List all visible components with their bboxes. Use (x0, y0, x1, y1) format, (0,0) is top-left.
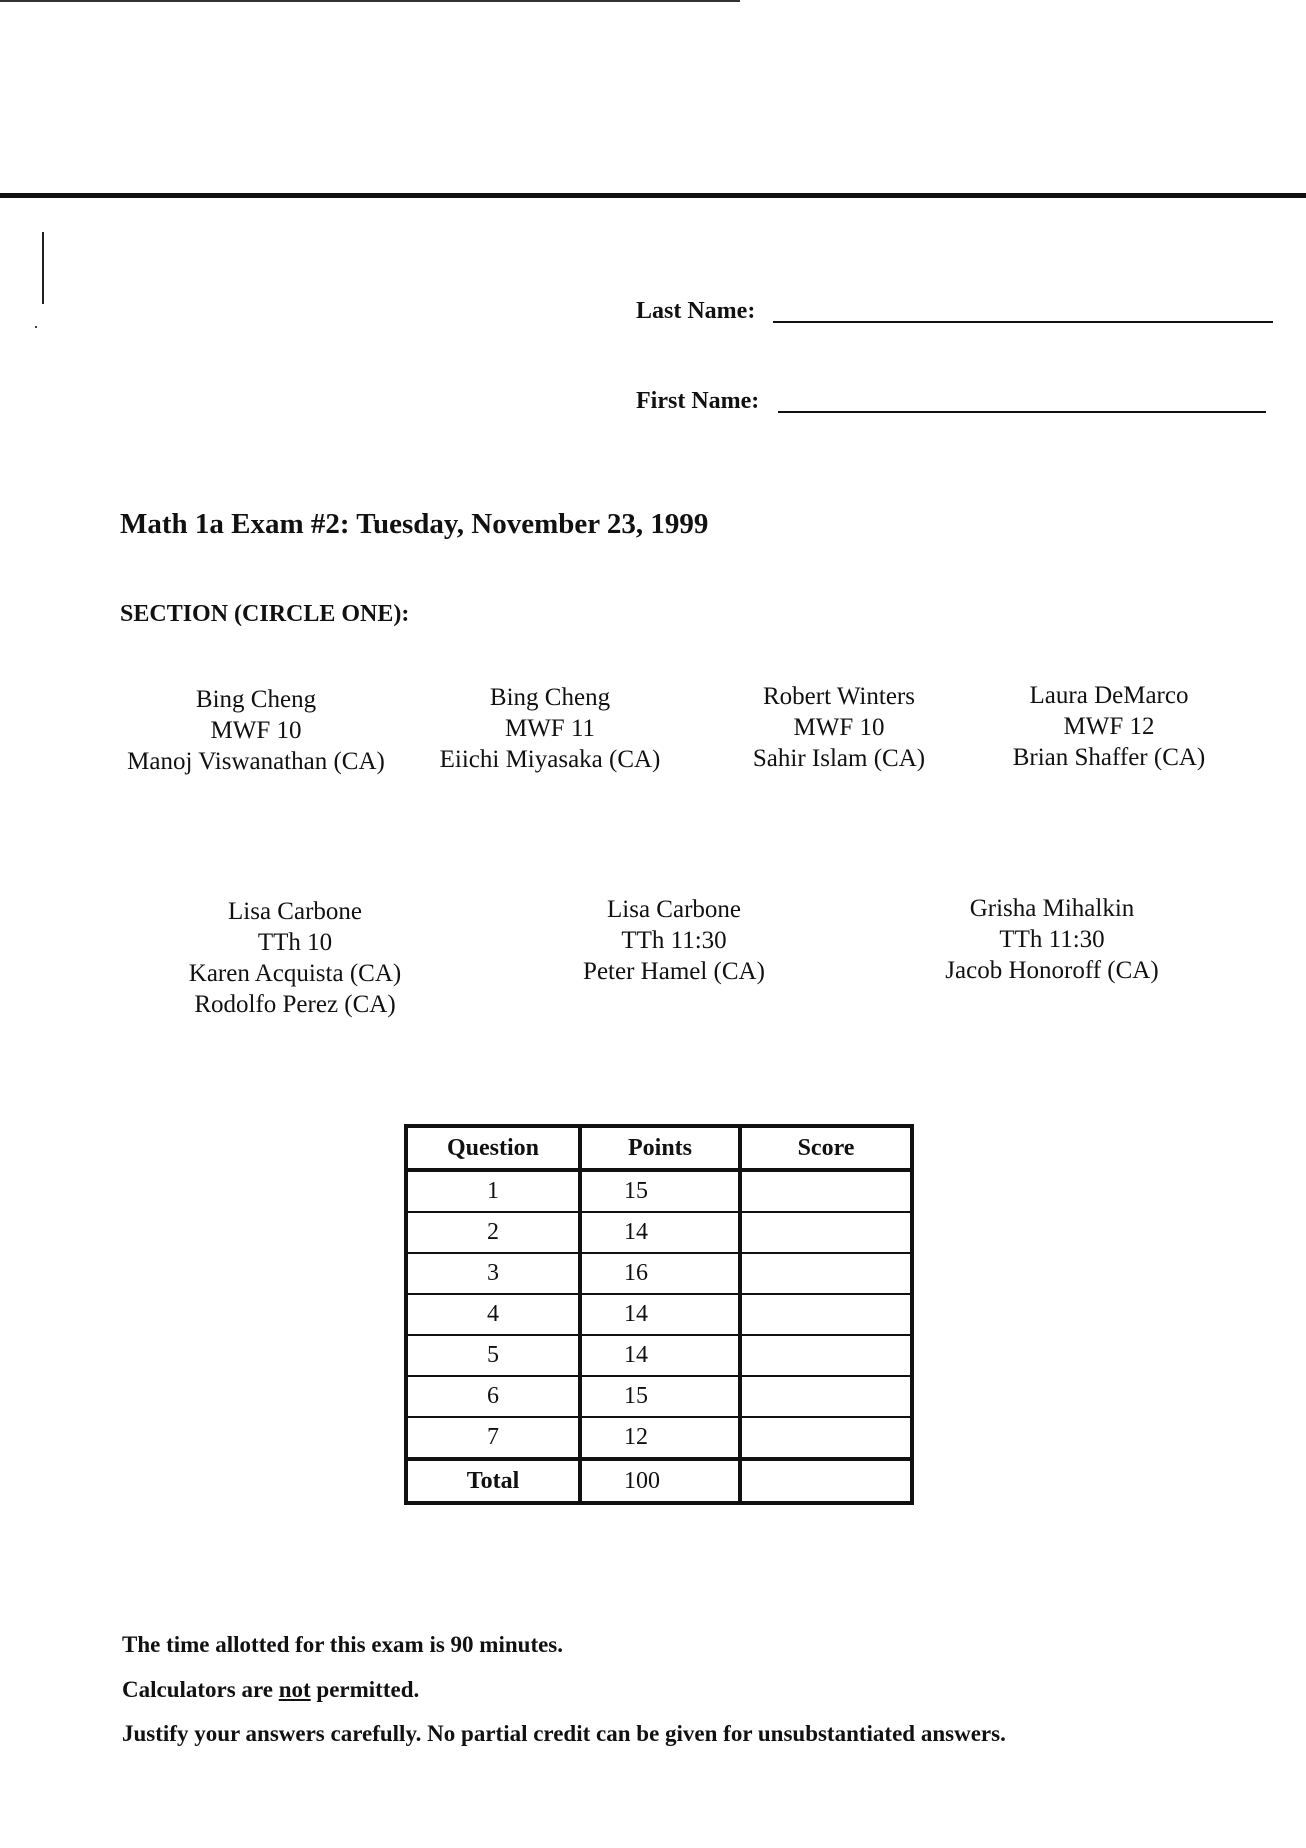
question-points: 15 (580, 1376, 740, 1417)
table-row (406, 1376, 912, 1417)
section-time: MWF 10 (210, 717, 302, 744)
section-instructor: Grisha Mihalkin (969, 895, 1135, 922)
question-score[interactable] (740, 1376, 912, 1417)
instruction-calculators-post: permitted. (310, 1677, 420, 1702)
question-number: 5 (406, 1335, 580, 1376)
total-label: Total (406, 1459, 580, 1503)
question-score[interactable] (740, 1212, 912, 1253)
section-instructor: Robert Winters (763, 683, 915, 710)
column-header-score: Score (740, 1126, 912, 1170)
section-ca: Brian Shaffer (CA) (1012, 744, 1206, 771)
section-time: TTh 11:30 (621, 927, 727, 954)
margin-dot (35, 326, 37, 328)
section-option[interactable] (892, 893, 1212, 986)
section-time: MWF 11 (504, 715, 596, 742)
instruction-time: The time allotted for this exam is 90 minutes. (122, 1632, 564, 1657)
section-instructor: Lisa Carbone (228, 898, 362, 925)
section-time: MWF 10 (793, 714, 885, 741)
section-option[interactable] (96, 684, 416, 777)
section-ca: Jacob Honoroff (CA) (945, 957, 1159, 984)
section-ca: Peter Hamel (CA) (583, 958, 765, 985)
table-row (406, 1335, 912, 1376)
header-rule (0, 193, 1306, 198)
total-row (406, 1459, 912, 1503)
question-score[interactable] (740, 1294, 912, 1335)
column-header-points: Points (580, 1126, 740, 1170)
last-name-label: Last Name: (636, 298, 756, 324)
question-score[interactable] (740, 1170, 912, 1212)
margin-mark (42, 232, 44, 304)
section-label: SECTION (CIRCLE ONE): (120, 601, 410, 627)
section-ca: Sahir Islam (CA) (752, 745, 926, 772)
question-points: 15 (580, 1170, 740, 1212)
question-number: 2 (406, 1212, 580, 1253)
question-number: 4 (406, 1294, 580, 1335)
question-score[interactable] (740, 1335, 912, 1376)
section-ca: Karen Acquista (CA) (188, 960, 402, 987)
instruction-justify: Justify your answers carefully. No partial credit can be given for unsubstantiated answers. (122, 1721, 1006, 1746)
total-points: 100 (580, 1459, 740, 1503)
table-row (406, 1170, 912, 1212)
table-row (406, 1294, 912, 1335)
first-name-label: First Name: (636, 388, 760, 414)
table-row (406, 1212, 912, 1253)
section-ca: Rodolfo Perez (CA) (194, 991, 396, 1018)
exam-title: Math 1a Exam #2: Tuesday, November 23, 1999 (120, 508, 709, 540)
section-option[interactable] (390, 682, 710, 775)
section-time: TTh 11:30 (999, 926, 1105, 953)
section-ca: Manoj Viswanathan (CA) (127, 748, 385, 775)
score-table (404, 1124, 914, 1505)
section-instructor: Laura DeMarco (1029, 682, 1189, 709)
question-points: 12 (580, 1417, 740, 1459)
section-ca: Eiichi Miyasaka (CA) (439, 746, 661, 773)
section-option[interactable] (514, 894, 834, 987)
table-row (406, 1253, 912, 1294)
question-number: 6 (406, 1376, 580, 1417)
question-number: 3 (406, 1253, 580, 1294)
section-option[interactable] (135, 896, 455, 1020)
section-instructor: Bing Cheng (195, 686, 317, 713)
instruction-calculators (122, 1677, 419, 1703)
section-instructor: Bing Cheng (489, 684, 611, 711)
last-name-field[interactable] (773, 321, 1273, 323)
section-time: TTh 10 (257, 929, 333, 956)
first-name-field[interactable] (778, 411, 1266, 413)
question-number: 7 (406, 1417, 580, 1459)
total-score[interactable] (740, 1459, 912, 1503)
table-header-row (406, 1126, 912, 1170)
top-scan-line (0, 0, 740, 2)
question-points: 16 (580, 1253, 740, 1294)
question-points: 14 (580, 1294, 740, 1335)
question-number: 1 (406, 1170, 580, 1212)
question-points: 14 (580, 1335, 740, 1376)
question-score[interactable] (740, 1417, 912, 1459)
instruction-calculators-emph: not (278, 1677, 311, 1702)
instruction-calculators-pre: Calculators are (122, 1677, 279, 1702)
question-points: 14 (580, 1212, 740, 1253)
column-header-question: Question (406, 1126, 580, 1170)
table-row (406, 1417, 912, 1459)
question-score[interactable] (740, 1253, 912, 1294)
section-instructor: Lisa Carbone (607, 896, 741, 923)
section-option[interactable] (949, 680, 1269, 773)
section-time: MWF 12 (1063, 713, 1155, 740)
